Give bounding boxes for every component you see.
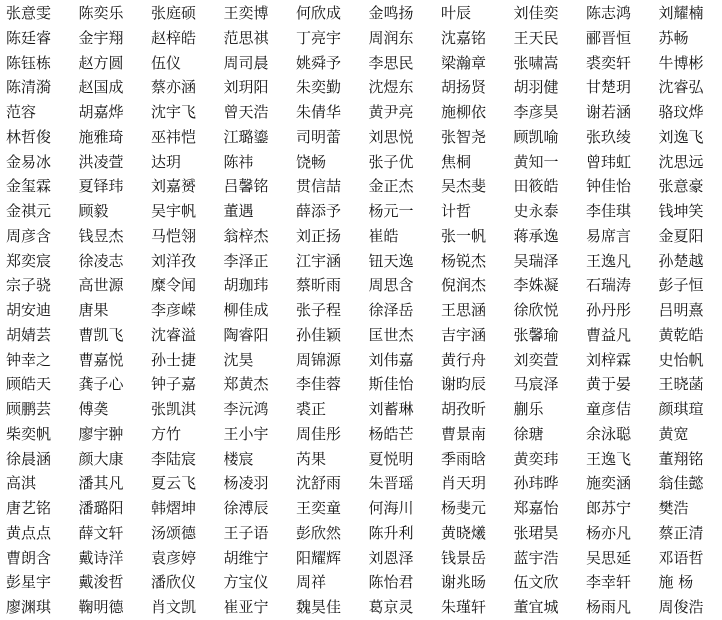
name-cell: 李彦嵘 (151, 298, 224, 323)
name-cell: 梁瀚章 (441, 51, 514, 76)
name-cell: 杨皓芒 (369, 422, 442, 447)
name-cell: 张啸嵩 (514, 51, 587, 76)
name-cell: 裘正 (296, 397, 369, 422)
name-cell: 赵方圆 (79, 51, 152, 76)
name-cell: 杨亦凡 (586, 521, 659, 546)
name-grid (6, 1, 722, 620)
name-cell: 黄乾皓 (659, 323, 722, 348)
name-cell: 匡世杰 (369, 323, 442, 348)
name-cell: 沈嘉铭 (441, 26, 514, 51)
name-cell: 方宝仪 (224, 570, 297, 595)
name-cell: 张馨瑜 (514, 323, 587, 348)
name-cell: 周润东 (369, 26, 442, 51)
name-cell: 袁彦婷 (151, 546, 224, 571)
name-cell: 鞠明德 (79, 595, 152, 620)
name-cell: 刘奕萱 (514, 348, 587, 373)
name-cell: 吕明熹 (659, 298, 722, 323)
name-cell: 林哲俊 (6, 125, 79, 150)
name-cell: 巫祎恺 (151, 125, 224, 150)
name-cell: 沈思远 (659, 150, 722, 175)
name-cell: 施 杨 (659, 570, 722, 595)
name-cell: 蒯乐 (514, 397, 587, 422)
name-cell: 易席言 (586, 224, 659, 249)
name-cell: 糜令闻 (151, 273, 224, 298)
name-cell: 沈煜东 (369, 75, 442, 100)
name-cell: 童彦佶 (586, 397, 659, 422)
name-cell: 黄于晏 (586, 372, 659, 397)
name-cell: 唐果 (79, 298, 152, 323)
name-cell: 周俊浩 (659, 595, 722, 620)
name-cell: 戴浚哲 (79, 570, 152, 595)
name-cell: 夏铎玮 (79, 174, 152, 199)
name-cell: 柴奕帆 (6, 422, 79, 447)
name-cell: 吴瑞泽 (514, 249, 587, 274)
name-cell: 楼宸 (224, 447, 297, 472)
name-cell: 蔡亦涵 (151, 75, 224, 100)
name-cell: 何海川 (369, 496, 442, 521)
name-cell: 杨凌羽 (224, 471, 297, 496)
name-cell: 曹凯飞 (79, 323, 152, 348)
name-cell: 朱晋瑶 (369, 471, 442, 496)
name-cell: 顾鹏芸 (6, 397, 79, 422)
name-cell: 赵国成 (79, 75, 152, 100)
name-cell: 牛博彬 (659, 51, 722, 76)
name-cell: 宗子骁 (6, 273, 79, 298)
name-cell: 张意豪 (659, 174, 722, 199)
name-cell: 刘梓霖 (586, 348, 659, 373)
name-cell: 孙士捷 (151, 348, 224, 373)
name-cell: 伍文欣 (514, 570, 587, 595)
name-cell: 曹嘉悦 (79, 348, 152, 373)
name-cell: 刘蓄琳 (369, 397, 442, 422)
name-cell: 郑黄杰 (224, 372, 297, 397)
name-cell: 胡婧芸 (6, 323, 79, 348)
name-cell: 史怡帆 (659, 348, 722, 373)
name-cell: 颜琪瑄 (659, 397, 722, 422)
name-cell: 董遇 (224, 199, 297, 224)
name-cell: 韩熠坤 (151, 496, 224, 521)
name-cell: 薛文轩 (79, 521, 152, 546)
name-cell: 李沅鸿 (224, 397, 297, 422)
name-cell: 江璐鎏 (224, 125, 297, 150)
name-cell: 孙丹彤 (586, 298, 659, 323)
name-cell: 王逸飞 (586, 447, 659, 472)
name-cell: 崔皓 (369, 224, 442, 249)
name-cell: 曾天浩 (224, 100, 297, 125)
name-cell: 余泳聪 (586, 422, 659, 447)
name-cell: 何欣成 (296, 1, 369, 26)
name-cell: 谢昀辰 (441, 372, 514, 397)
name-cell: 刘耀楠 (659, 1, 722, 26)
name-cell: 施奕涵 (586, 471, 659, 496)
name-cell: 王逸凡 (586, 249, 659, 274)
name-cell: 胡扬贤 (441, 75, 514, 100)
name-cell: 丁亮宇 (296, 26, 369, 51)
name-cell: 廖宇翀 (79, 422, 152, 447)
name-cell: 达玥 (151, 150, 224, 175)
name-cell: 陈清漪 (6, 75, 79, 100)
name-cell: 张智尧 (441, 125, 514, 150)
name-cell: 黄晓爔 (441, 521, 514, 546)
name-cell: 顾毅 (79, 199, 152, 224)
name-cell: 沈睿弘 (659, 75, 722, 100)
name-cell: 姚舜予 (296, 51, 369, 76)
name-cell: 饶畅 (296, 150, 369, 175)
name-cell: 龚子心 (79, 372, 152, 397)
name-cell: 曹益凡 (586, 323, 659, 348)
name-cell: 沈宇飞 (151, 100, 224, 125)
name-cell: 甘楚玥 (586, 75, 659, 100)
name-cell: 柳佳成 (224, 298, 297, 323)
name-cell: 李思民 (369, 51, 442, 76)
name-cell: 葛京灵 (369, 595, 442, 620)
name-cell: 潘欣仪 (151, 570, 224, 595)
name-cell: 沈昊 (224, 348, 297, 373)
name-cell: 金玺霖 (6, 174, 79, 199)
name-cell: 徐凌志 (79, 249, 152, 274)
name-cell: 李姝凝 (514, 273, 587, 298)
name-cell: 周佳彤 (296, 422, 369, 447)
name-cell: 金鸣扬 (369, 1, 442, 26)
name-cell: 钱昱杰 (79, 224, 152, 249)
name-cell: 伍仪 (151, 51, 224, 76)
name-cell: 王小宇 (224, 422, 297, 447)
name-cell: 金夏阳 (659, 224, 722, 249)
name-cell: 唐艺铭 (6, 496, 79, 521)
name-cell: 郦晋恒 (586, 26, 659, 51)
name-cell: 王天民 (514, 26, 587, 51)
name-cell: 徐溥辰 (224, 496, 297, 521)
name-cell: 李佳蓉 (296, 372, 369, 397)
name-cell: 周锦源 (296, 348, 369, 373)
name-cell: 张凯淇 (151, 397, 224, 422)
name-cell: 杨雨凡 (586, 595, 659, 620)
name-cell: 曾玮虹 (586, 150, 659, 175)
name-cell: 赵梓皓 (151, 26, 224, 51)
name-cell: 钱景岳 (441, 546, 514, 571)
name-cell: 夏云飞 (151, 471, 224, 496)
name-cell: 刘伟嘉 (369, 348, 442, 373)
name-cell: 胡珈玮 (224, 273, 297, 298)
name-cell: 刘思悦 (369, 125, 442, 150)
name-cell: 傅䶮 (79, 397, 152, 422)
name-cell: 刘洋孜 (151, 249, 224, 274)
name-cell: 肖天玥 (441, 471, 514, 496)
name-cell: 胡孜昕 (441, 397, 514, 422)
name-cell: 周彦含 (6, 224, 79, 249)
name-cell: 邓语哲 (659, 546, 722, 571)
name-cell: 黄知一 (514, 150, 587, 175)
name-cell: 芮果 (296, 447, 369, 472)
name-cell: 张一帆 (441, 224, 514, 249)
name-cell: 方竹 (151, 422, 224, 447)
name-cell: 斯佳怡 (369, 372, 442, 397)
name-cell: 郎苏宁 (586, 496, 659, 521)
name-cell: 金宇翔 (79, 26, 152, 51)
name-cell: 钟佳怡 (586, 174, 659, 199)
name-cell: 陈志鸿 (586, 1, 659, 26)
name-cell: 刘嘉赟 (151, 174, 224, 199)
name-cell: 张庭硕 (151, 1, 224, 26)
name-cell: 王思涵 (441, 298, 514, 323)
name-cell: 季雨晗 (441, 447, 514, 472)
name-cell: 施雅琦 (79, 125, 152, 150)
name-cell: 黄尹亮 (369, 100, 442, 125)
name-cell: 张玖绫 (586, 125, 659, 150)
name-cell: 王晓菡 (659, 372, 722, 397)
name-cell: 徐晨涵 (6, 447, 79, 472)
name-cell: 骆玟烨 (659, 100, 722, 125)
name-cell: 李幸轩 (586, 570, 659, 595)
name-cell: 潘其凡 (79, 471, 152, 496)
name-cell: 刘恩泽 (369, 546, 442, 571)
name-cell: 陶睿阳 (224, 323, 297, 348)
name-cell: 刘逸飞 (659, 125, 722, 150)
name-cell: 彭欣然 (296, 521, 369, 546)
name-cell: 彭星宇 (6, 570, 79, 595)
name-cell: 郑奕宸 (6, 249, 79, 274)
name-cell: 史永泰 (514, 199, 587, 224)
name-cell: 蒋承逸 (514, 224, 587, 249)
name-cell: 金祺元 (6, 199, 79, 224)
name-cell: 钟幸之 (6, 348, 79, 373)
name-cell: 翁梓杰 (224, 224, 297, 249)
name-cell: 吴宇帆 (151, 199, 224, 224)
name-cell: 石瑞涛 (586, 273, 659, 298)
name-cell: 曹朗含 (6, 546, 79, 571)
name-cell: 焦桐 (441, 150, 514, 175)
name-cell: 洪凌萱 (79, 150, 152, 175)
name-cell: 谢若涵 (586, 100, 659, 125)
name-cell: 彭子恒 (659, 273, 722, 298)
name-cell: 谢兆旸 (441, 570, 514, 595)
name-cell: 王子语 (224, 521, 297, 546)
name-cell: 司明蕾 (296, 125, 369, 150)
name-cell: 胡安迪 (6, 298, 79, 323)
name-cell: 江宇涵 (296, 249, 369, 274)
name-cell: 陈祎 (224, 150, 297, 175)
name-cell: 薛添予 (296, 199, 369, 224)
name-cell: 张意雯 (6, 1, 79, 26)
name-cell: 陈钰栋 (6, 51, 79, 76)
name-cell: 周祥 (296, 570, 369, 595)
name-cell: 杨斐元 (441, 496, 514, 521)
name-cell: 蓝宇浩 (514, 546, 587, 571)
name-cell: 周思含 (369, 273, 442, 298)
name-cell: 刘佳奕 (514, 1, 587, 26)
name-cell: 吴思延 (586, 546, 659, 571)
name-cell: 范思祺 (224, 26, 297, 51)
name-cell: 王奕博 (224, 1, 297, 26)
name-cell: 胡维宁 (224, 546, 297, 571)
name-cell: 阳耀辉 (296, 546, 369, 571)
name-cell: 刘正扬 (296, 224, 369, 249)
name-cell: 施柳依 (441, 100, 514, 125)
name-cell: 刘玥阳 (224, 75, 297, 100)
name-cell: 高世源 (79, 273, 152, 298)
name-cell: 杨锐杰 (441, 249, 514, 274)
name-cell: 苏畅 (659, 26, 722, 51)
name-cell: 魏昊佳 (296, 595, 369, 620)
name-cell: 曹景南 (441, 422, 514, 447)
name-cell: 钱坤笑 (659, 199, 722, 224)
name-cell: 黄奕玮 (514, 447, 587, 472)
name-cell: 高淇 (6, 471, 79, 496)
name-cell: 倪润杰 (441, 273, 514, 298)
name-cell: 潘璐阳 (79, 496, 152, 521)
name-cell: 陈怡君 (369, 570, 442, 595)
name-cell: 张子优 (369, 150, 442, 175)
name-cell: 张珺昊 (514, 521, 587, 546)
name-cell: 黄宽 (659, 422, 722, 447)
name-cell: 田筱皓 (514, 174, 587, 199)
name-cell: 翁佳懿 (659, 471, 722, 496)
name-cell: 徐泽岳 (369, 298, 442, 323)
name-cell: 吉宇涵 (441, 323, 514, 348)
name-cell: 蔡正清 (659, 521, 722, 546)
name-cell: 徐瑭 (514, 422, 587, 447)
name-cell: 贯信喆 (296, 174, 369, 199)
name-cell: 杨元一 (369, 199, 442, 224)
name-cell: 颜大康 (79, 447, 152, 472)
name-cell: 范容 (6, 100, 79, 125)
name-cell: 吕馨铭 (224, 174, 297, 199)
name-cell: 金正杰 (369, 174, 442, 199)
name-cell: 孙佳颖 (296, 323, 369, 348)
name-cell: 董宜城 (514, 595, 587, 620)
name-cell: 胡羽健 (514, 75, 587, 100)
name-cell: 计哲 (441, 199, 514, 224)
name-cell: 蔡昕雨 (296, 273, 369, 298)
name-cell: 黄行舟 (441, 348, 514, 373)
name-cell: 钟子嘉 (151, 372, 224, 397)
name-cell: 顾凯喻 (514, 125, 587, 150)
name-cell: 李彦昊 (514, 100, 587, 125)
name-cell: 廖渊琪 (6, 595, 79, 620)
name-cell: 樊浩 (659, 496, 722, 521)
name-cell: 朱倩华 (296, 100, 369, 125)
name-cell: 裘奕轩 (586, 51, 659, 76)
name-cell: 李佳琪 (586, 199, 659, 224)
name-cell: 戴诗洋 (79, 546, 152, 571)
name-cell: 孙玮晔 (514, 471, 587, 496)
name-cell: 陈奕乐 (79, 1, 152, 26)
name-cell: 胡嘉烨 (79, 100, 152, 125)
name-cell: 肖文凯 (151, 595, 224, 620)
name-cell: 金易冰 (6, 150, 79, 175)
name-cell: 陈升利 (369, 521, 442, 546)
name-cell: 董翔铭 (659, 447, 722, 472)
name-cell: 朱奕勤 (296, 75, 369, 100)
name-cell: 黄点点 (6, 521, 79, 546)
name-cell: 李陆宸 (151, 447, 224, 472)
name-cell: 马宸泽 (514, 372, 587, 397)
name-cell: 徐欣悦 (514, 298, 587, 323)
name-cell: 张子程 (296, 298, 369, 323)
name-cell: 顾皓天 (6, 372, 79, 397)
name-cell: 陈廷睿 (6, 26, 79, 51)
name-cell: 周司晨 (224, 51, 297, 76)
name-cell: 马恺翎 (151, 224, 224, 249)
name-cell: 朱瑾轩 (441, 595, 514, 620)
name-cell: 夏悦明 (369, 447, 442, 472)
name-cell: 吴杰斐 (441, 174, 514, 199)
name-cell: 孙楚越 (659, 249, 722, 274)
name-cell: 沈睿溢 (151, 323, 224, 348)
name-cell: 李泽正 (224, 249, 297, 274)
name-cell: 郑嘉怡 (514, 496, 587, 521)
name-cell: 钮天逸 (369, 249, 442, 274)
name-cell: 汤颂德 (151, 521, 224, 546)
name-cell: 崔亚宁 (224, 595, 297, 620)
name-cell: 王奕童 (296, 496, 369, 521)
name-cell: 沈舒雨 (296, 471, 369, 496)
name-cell: 叶辰 (441, 1, 514, 26)
